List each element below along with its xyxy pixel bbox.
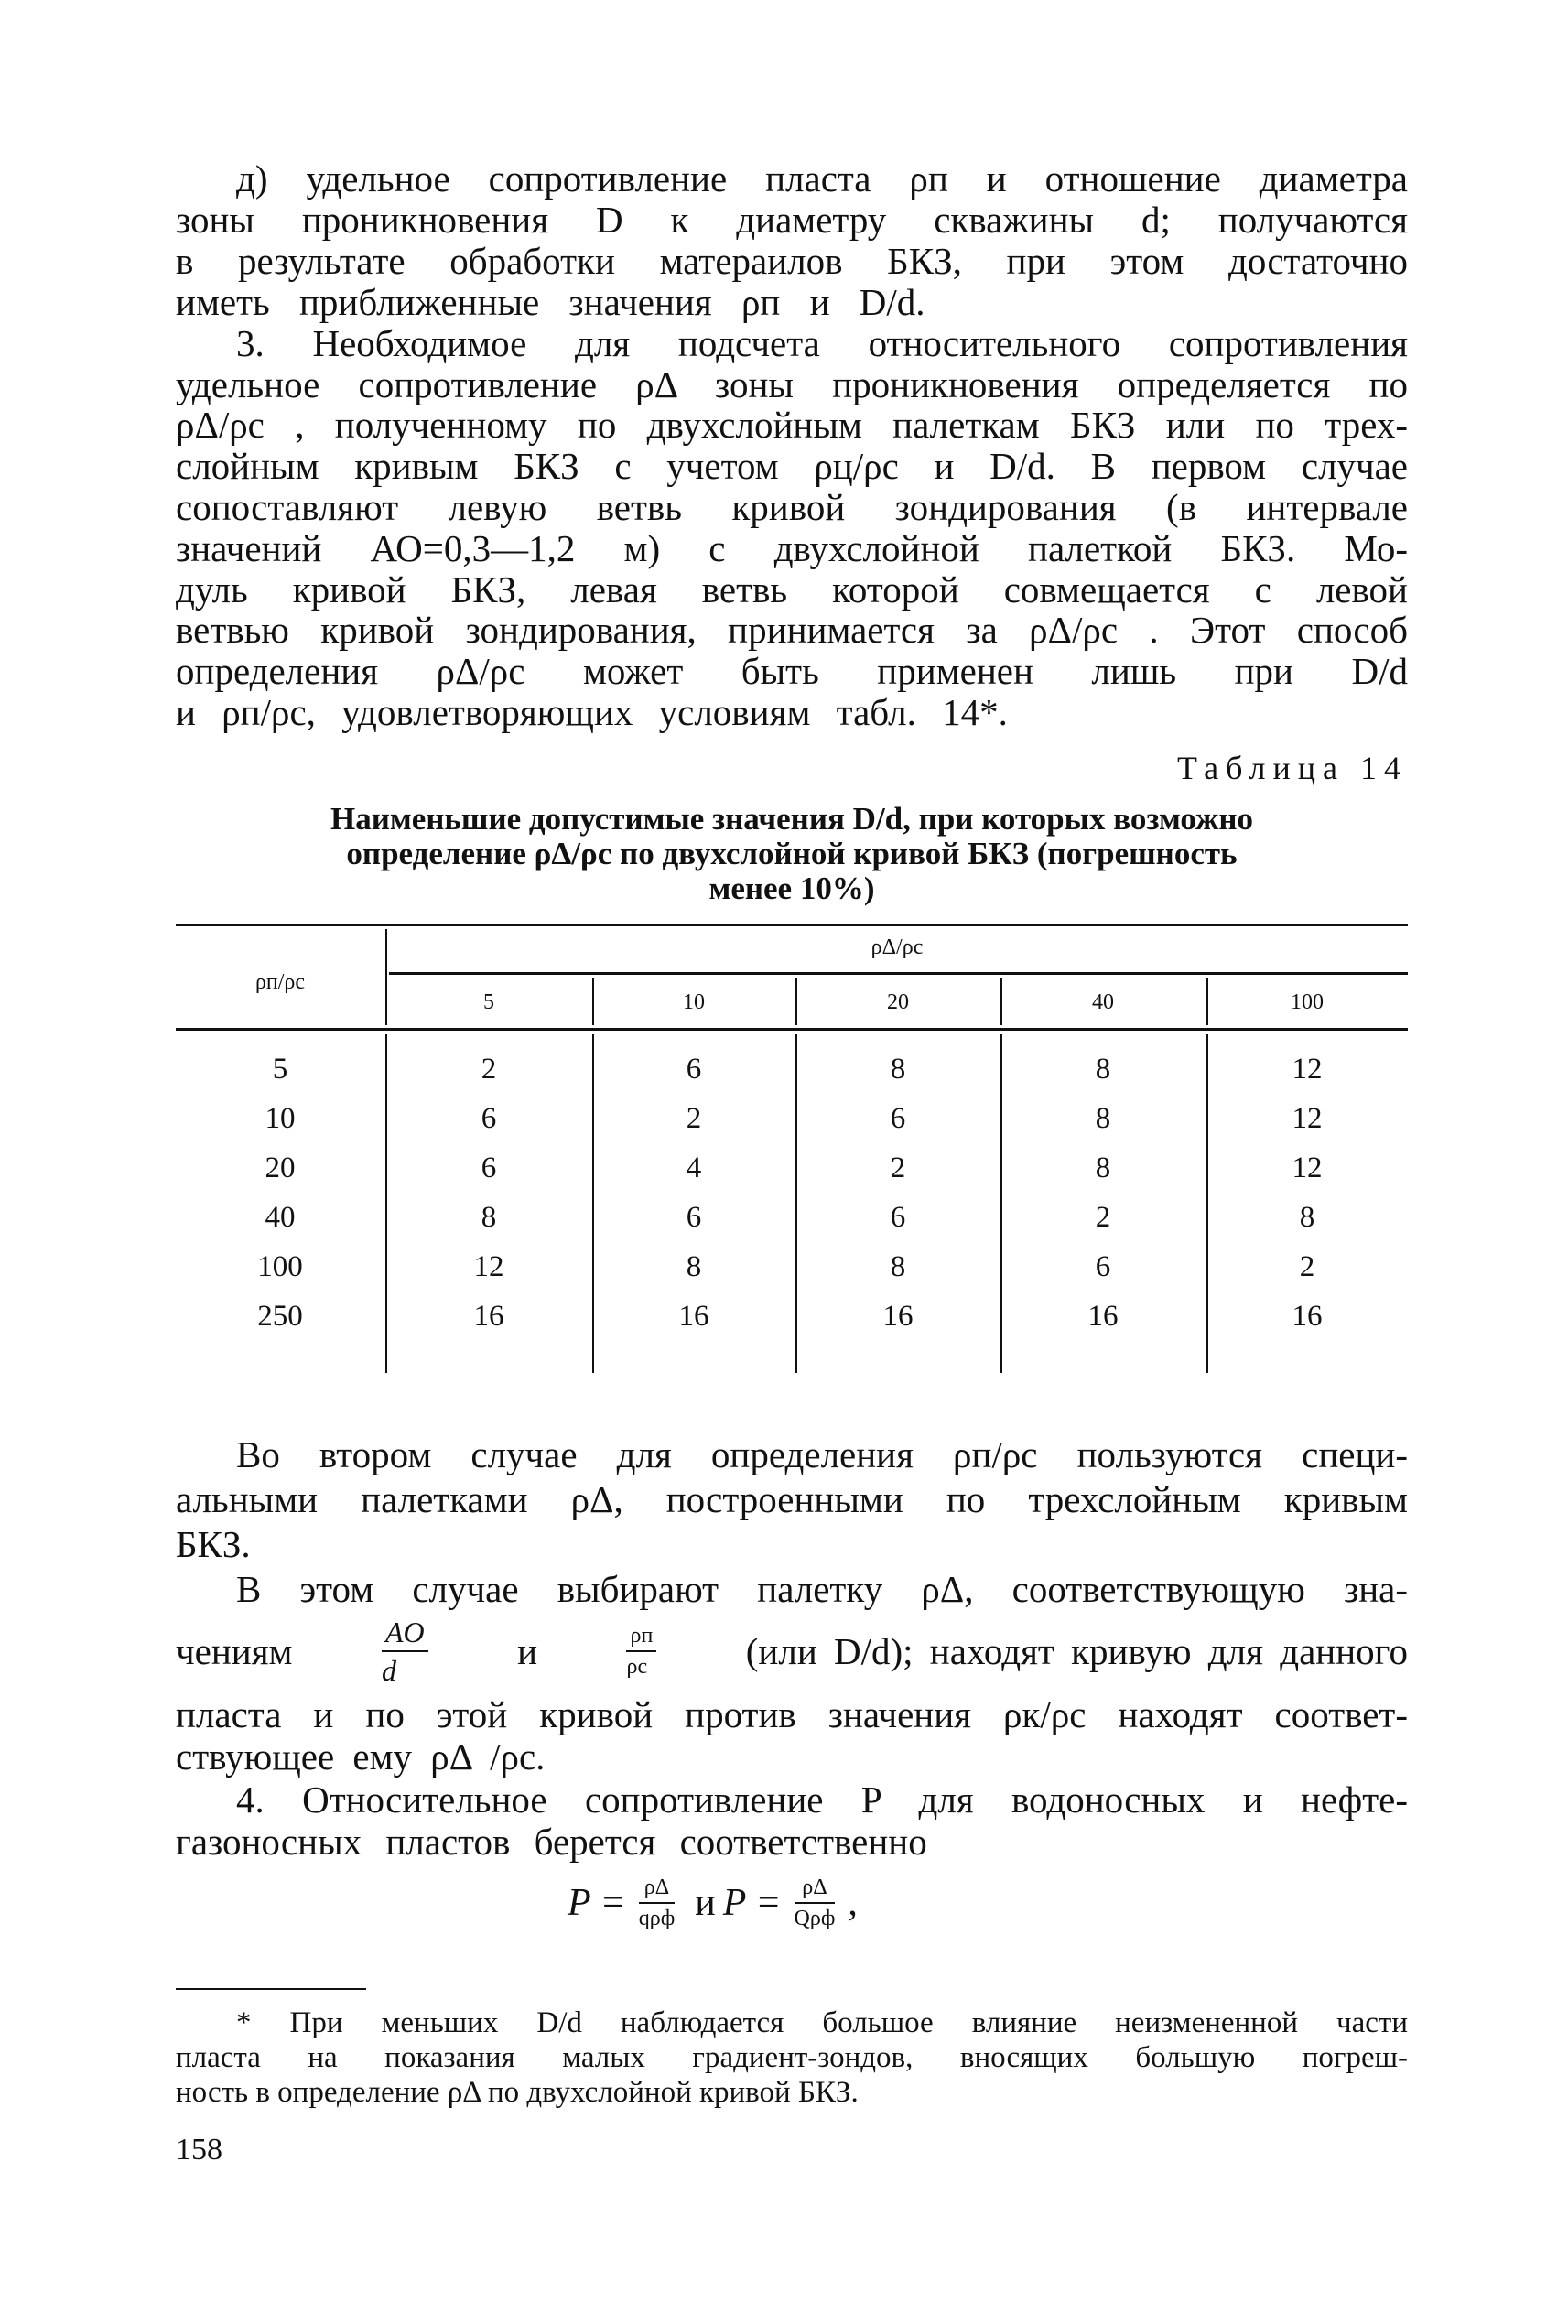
table-cell: 8 bbox=[1095, 1102, 1111, 1135]
fraction-ao-d bbox=[382, 1617, 428, 1685]
text-fragment: чениям bbox=[176, 1630, 293, 1672]
column-divider bbox=[1000, 1034, 1002, 1373]
column-divider bbox=[385, 929, 387, 1025]
text-line: определения ρΔ/ρс может быть применен лишь при D/d bbox=[176, 650, 1408, 692]
table-cell: 12 bbox=[473, 1250, 504, 1283]
denominator: ρс bbox=[626, 1655, 648, 1679]
text-line: зоны проникновения D к диаметру скважины d; получаются bbox=[176, 199, 1408, 241]
text-line: альными палетками ρΔ, построенными по трехслойным кривым bbox=[176, 1478, 1408, 1520]
text-fragment: и bbox=[517, 1630, 538, 1672]
table-cell: 8 bbox=[481, 1201, 497, 1234]
table-cell: 6 bbox=[1095, 1250, 1111, 1283]
numerator: ρп bbox=[626, 1625, 656, 1652]
formula-and: и bbox=[695, 1882, 716, 1924]
table-cell: 8 bbox=[1095, 1151, 1111, 1184]
formula-lhs: P = bbox=[568, 1882, 626, 1924]
text-line: слойным кривым БКЗ с учетом ρц/ρс и D/d. В первом случае bbox=[176, 445, 1408, 487]
table-cell: 6 bbox=[890, 1102, 906, 1135]
table-cell: 16 bbox=[1292, 1300, 1323, 1333]
table-cell: 2 bbox=[686, 1102, 702, 1135]
table-cell: 8 bbox=[1299, 1201, 1315, 1234]
denominator: Qρф bbox=[794, 1907, 836, 1930]
numerator: ρΔ bbox=[639, 1876, 676, 1904]
text-line: ствующее ему ρΔ /ρс. bbox=[176, 1735, 546, 1778]
table-cell: 2 bbox=[1095, 1201, 1111, 1234]
text-line: удельное сопротивление ρΔ зоны проникновения определяется по bbox=[176, 363, 1408, 405]
denominator: qρф bbox=[638, 1907, 676, 1930]
formula bbox=[568, 1876, 858, 1929]
column-divider bbox=[385, 1034, 387, 1373]
table-cell: 8 bbox=[1095, 1053, 1111, 1086]
text-line: ρΔ/ρс , полученному по двухслойным палеткам БКЗ или по трех- bbox=[176, 404, 1408, 446]
table-cell: 16 bbox=[473, 1300, 504, 1333]
text-line: 3. Необходимое для подсчета относительного сопротивления bbox=[236, 322, 1408, 364]
numerator: ρΔ bbox=[795, 1876, 836, 1904]
table-cell: 12 bbox=[1292, 1053, 1323, 1086]
table-cell: 12 bbox=[1292, 1102, 1323, 1135]
text-line: 4. Относительное сопротивление P для водоносных и нефте- bbox=[236, 1778, 1408, 1821]
text-line: иметь приближенные значения ρп и D/d. bbox=[176, 281, 925, 323]
table-cell: 2 bbox=[1299, 1250, 1315, 1283]
table-cell: 6 bbox=[481, 1151, 497, 1184]
table-cell: 8 bbox=[890, 1053, 906, 1086]
column-divider bbox=[1206, 978, 1208, 1025]
text-line: в результате обработки матераилов БКЗ, при этом достаточно bbox=[176, 240, 1408, 282]
row-label: 10 bbox=[265, 1102, 296, 1135]
table-cell: 16 bbox=[1087, 1300, 1119, 1333]
text-line: д) удельное сопротивление пласта ρп и отношение диаметра bbox=[236, 157, 1408, 200]
table-cell: 8 bbox=[686, 1250, 702, 1283]
formula-lhs: P = bbox=[722, 1882, 782, 1924]
table-cell: 6 bbox=[686, 1053, 702, 1086]
table-cell: 16 bbox=[678, 1300, 709, 1333]
table-cell: 8 bbox=[890, 1250, 906, 1283]
text-line: ветвью кривой зондирования, принимается за ρΔ/ρс . Этот способ bbox=[176, 609, 1408, 651]
footnote-line: пласта на показания малых градиент-зондов, вносящих большую погреш- bbox=[176, 2041, 1408, 2074]
text-line: и ρп/ρс, удовлетворяющих условиям табл. 14*. bbox=[176, 691, 1008, 733]
row-header: ρп/ρс bbox=[254, 970, 306, 994]
column-header: 100 bbox=[1291, 990, 1324, 1014]
fraction-rp-rc bbox=[626, 1625, 656, 1678]
table-title-line: определение ρΔ/ρс по двухслойной кривой БКЗ (погрешность bbox=[346, 836, 1238, 871]
table-cell: 6 bbox=[686, 1201, 702, 1234]
fraction-line bbox=[176, 1613, 1408, 1690]
column-divider bbox=[592, 978, 594, 1025]
text-line: значений АО=0,3—1,2 м) с двухслойной палеткой БКЗ. Мо- bbox=[176, 527, 1408, 569]
text-line: БКЗ. bbox=[176, 1523, 251, 1565]
column-group-header: ρΔ/ρс bbox=[871, 935, 924, 959]
table-cell: 4 bbox=[686, 1151, 702, 1184]
footnote-line: ность в определение ρΔ по двухслойной кривой БКЗ. bbox=[176, 2076, 859, 2109]
text-line: сопоставляют левую ветвь кривой зондирования (в интервале bbox=[176, 486, 1408, 528]
table-cell: 12 bbox=[1292, 1151, 1323, 1184]
table-cell: 16 bbox=[882, 1300, 914, 1333]
table-cell: 6 bbox=[481, 1102, 497, 1135]
column-divider bbox=[1000, 978, 1002, 1025]
table-title-line: менее 10%) bbox=[708, 870, 875, 906]
column-header: 10 bbox=[683, 990, 705, 1014]
text-line: дуль кривой БКЗ, левая ветвь которой совмещается с левой bbox=[176, 568, 1408, 611]
column-divider bbox=[795, 978, 797, 1025]
row-label: 5 bbox=[272, 1053, 288, 1086]
text-line: В этом случае выбирают палетку ρΔ, соответствующую зна- bbox=[236, 1568, 1408, 1610]
formula-fraction bbox=[639, 1876, 676, 1929]
table-top-rule bbox=[176, 924, 1408, 926]
page-number: 158 bbox=[176, 2133, 222, 2167]
row-label: 250 bbox=[257, 1300, 303, 1333]
numerator: AO bbox=[382, 1617, 428, 1652]
column-header: 40 bbox=[1092, 990, 1114, 1014]
formula-comma: , bbox=[848, 1882, 858, 1924]
row-label: 40 bbox=[265, 1201, 296, 1234]
text-fragment: (или D/d); находят кривую для данного bbox=[745, 1630, 1408, 1672]
column-divider bbox=[1206, 1034, 1208, 1373]
footnote-line: * При меньших D/d наблюдается большое влияние неизмененной части bbox=[236, 2006, 1408, 2039]
table-cell: 6 bbox=[890, 1201, 906, 1234]
column-divider bbox=[795, 1034, 797, 1373]
text-line: газоносных пластов берется соответственно bbox=[176, 1821, 927, 1863]
table-cell: 2 bbox=[481, 1053, 497, 1086]
column-header: 5 bbox=[483, 990, 494, 1014]
text-line: Во втором случае для определения ρп/ρс пользуются специ- bbox=[236, 1433, 1408, 1475]
text-line: пласта и по этой кривой против значения ρк/ρс находят соответ- bbox=[176, 1693, 1408, 1735]
row-label: 20 bbox=[265, 1151, 296, 1184]
table-header-bottom-rule bbox=[176, 1028, 1408, 1031]
column-header: 20 bbox=[887, 990, 909, 1014]
row-label: 100 bbox=[257, 1250, 303, 1283]
table-caption: Таблица 14 bbox=[1177, 750, 1408, 786]
formula-fraction bbox=[795, 1876, 836, 1929]
denominator: d bbox=[381, 1654, 396, 1687]
table-cell: 2 bbox=[890, 1151, 906, 1184]
table-header-subrule bbox=[389, 972, 1408, 975]
column-divider bbox=[592, 1034, 594, 1373]
table-title-line: Наименьшие допустимые значения D/d, при которых возможно bbox=[330, 801, 1253, 837]
footnote-rule bbox=[176, 1988, 366, 1990]
